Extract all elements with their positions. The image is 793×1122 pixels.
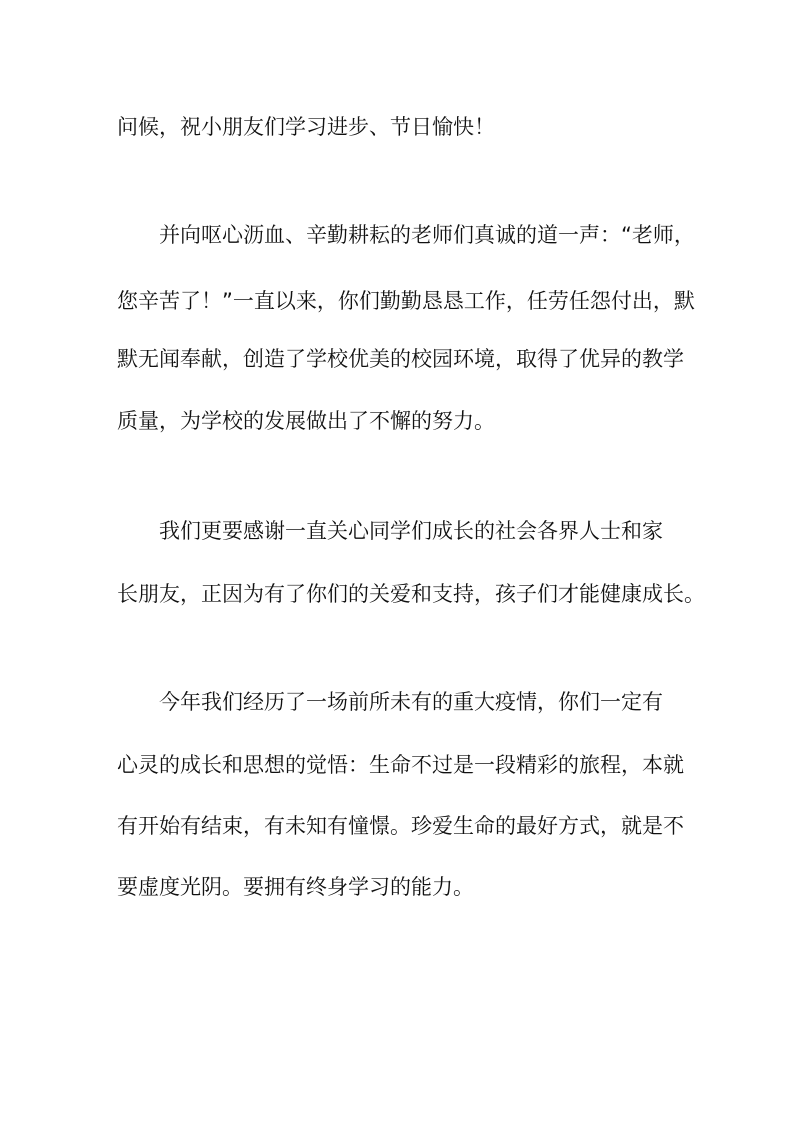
paragraph-line: 并向呕心沥血、辛勤耕耘的老师们真诚的道一声：“老师，	[159, 223, 695, 247]
paragraph-line: 默无闻奉献，创造了学校优美的校园环境，取得了优异的教学	[117, 347, 684, 371]
paragraph-line: 我们更要感谢一直关心同学们成长的社会各界人士和家	[159, 519, 663, 543]
paragraph-line: 心灵的成长和思想的觉悟：生命不过是一段精彩的旅程，本就	[117, 753, 684, 777]
paragraph-line: 要虚度光阴。要拥有终身学习的能力。	[117, 875, 474, 899]
paragraph-line: 有开始有结束，有未知有憧憬。珍爱生命的最好方式，就是不	[117, 814, 684, 838]
paragraph-line: 问候，祝小朋友们学习进步、节日愉快！	[117, 115, 495, 139]
paragraph-line: 您辛苦了！”一直以来，你们勤勤恳恳工作，任劳任怨付出，默	[117, 289, 695, 313]
paragraph-line: 质量，为学校的发展做出了不懈的努力。	[117, 409, 495, 433]
paragraph-line: 今年我们经历了一场前所未有的重大疫情，你们一定有	[159, 690, 663, 714]
paragraph-line: 长朋友，正因为有了你们的关爱和支持，孩子们才能健康成长。	[117, 582, 705, 606]
